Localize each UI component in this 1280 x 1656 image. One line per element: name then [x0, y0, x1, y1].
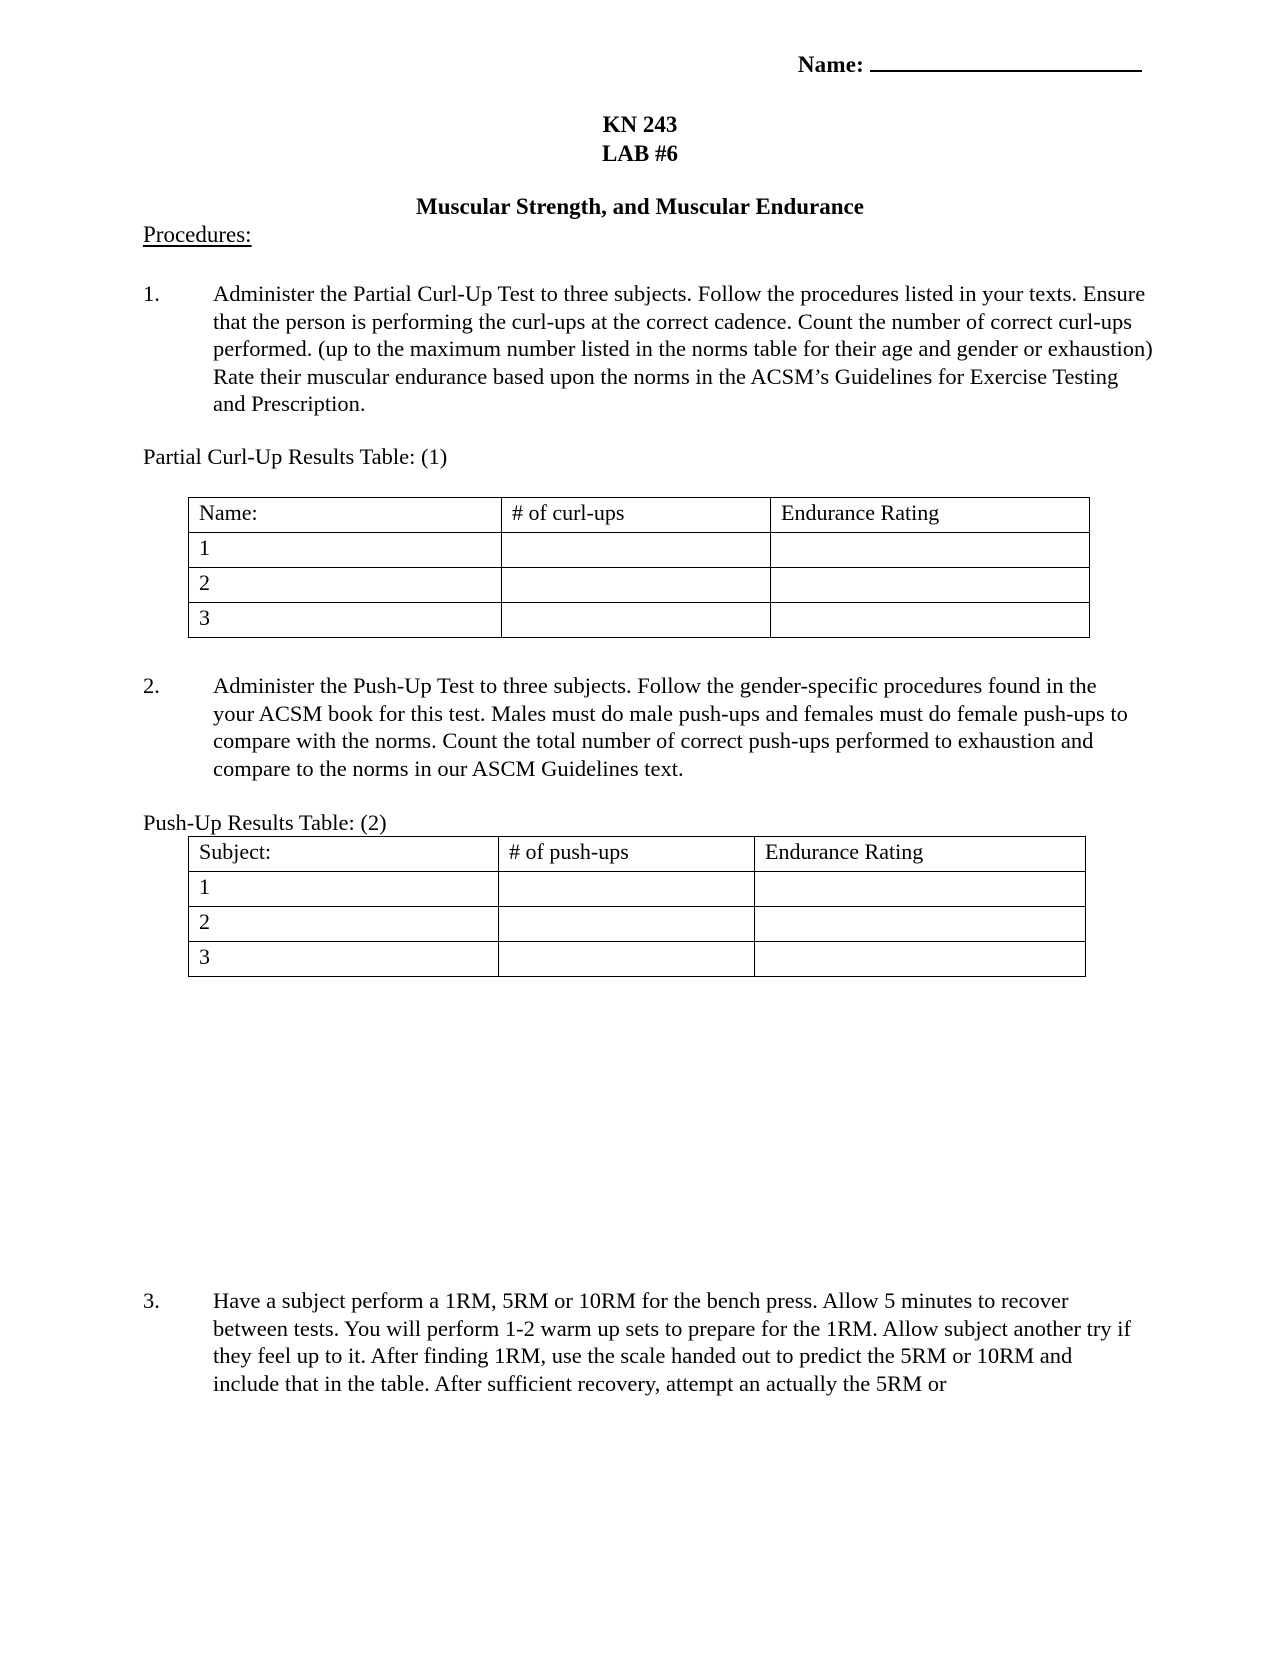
table-cell-count[interactable] — [499, 907, 755, 942]
table-header-cell: # of push-ups — [499, 837, 755, 872]
table-header-cell: Endurance Rating — [771, 498, 1090, 533]
table-header-cell: Subject: — [189, 837, 499, 872]
table-cell-rating[interactable] — [771, 568, 1090, 603]
table-cell-rating[interactable] — [771, 603, 1090, 638]
table-row — [189, 603, 1090, 638]
table-row — [189, 533, 1090, 568]
procedure-item-1 — [143, 280, 1153, 418]
name-label: Name: — [797, 52, 864, 77]
table-cell-count[interactable] — [499, 872, 755, 907]
procedures-heading: Procedures: — [143, 222, 252, 247]
procedure-item-1-number: 1. — [143, 281, 160, 306]
table-row — [189, 872, 1086, 907]
table-cell-count[interactable] — [502, 568, 771, 603]
procedure-item-2-text: Administer the Push-Up Test to three subjects. Follow the gender-specific procedures found in the your ACSM book for this test. Males must do male push-ups and females must do female push-ups to compare with the norms. Count the total number of correct push-ups performed to exhaustion and compare to the norms in our ASCM Guidelines text. — [213, 673, 1128, 781]
procedure-item-2-number: 2. — [143, 673, 160, 698]
curl-up-table-caption: Partial Curl-Up Results Table: (1) — [143, 444, 448, 469]
table-cell-subject[interactable]: 2 — [189, 568, 502, 603]
table-row — [189, 568, 1090, 603]
table-row — [189, 942, 1086, 977]
name-input-blank[interactable] — [870, 52, 1142, 72]
procedure-item-3-text: Have a subject perform a 1RM, 5RM or 10RM for the bench press. Allow 5 minutes to recover between tests. You will perform 1-2 warm up sets to prepare for the 1RM. Allow subject another try if they feel up to it. After finding 1RM, use the scale handed out to predict the 5RM or 10RM and include that in the table. After sufficient recovery, attempt an actually the 5RM or — [213, 1288, 1131, 1396]
table-cell-count[interactable] — [502, 603, 771, 638]
table-row — [189, 907, 1086, 942]
procedure-item-2 — [143, 672, 1143, 782]
table-cell-rating[interactable] — [755, 872, 1086, 907]
table-header-row — [189, 498, 1090, 533]
name-field-row — [798, 52, 1142, 78]
curl-up-results-table — [188, 497, 1090, 638]
course-header — [0, 110, 1280, 168]
lab-number: LAB #6 — [601, 141, 679, 166]
procedure-item-3 — [143, 1287, 1143, 1397]
push-up-table-caption: Push-Up Results Table: (2) — [143, 810, 387, 835]
table-cell-subject[interactable]: 1 — [189, 533, 502, 568]
procedure-item-3-number: 3. — [143, 1288, 160, 1313]
table-cell-rating[interactable] — [771, 533, 1090, 568]
table-cell-rating[interactable] — [755, 907, 1086, 942]
page-title: Muscular Strength, and Muscular Endurance — [416, 194, 864, 219]
table-header-cell: # of curl-ups — [502, 498, 771, 533]
table-cell-subject[interactable]: 3 — [189, 942, 499, 977]
table-header-cell: Endurance Rating — [755, 837, 1086, 872]
table-cell-subject[interactable]: 2 — [189, 907, 499, 942]
table-cell-subject[interactable]: 1 — [189, 872, 499, 907]
push-up-results-table — [188, 836, 1086, 977]
table-header-cell: Name: — [189, 498, 502, 533]
table-cell-subject[interactable]: 3 — [189, 603, 502, 638]
procedure-item-1-text: Administer the Partial Curl-Up Test to three subjects. Follow the procedures listed in your texts. Ensure that the person is performing the curl-ups at the correct cadence. Count the number of correct curl-ups performed. (up to the maximum number listed in the norms table for their age and gender or exhaustion) Rate their muscular endurance based upon the norms in the ACSM’s Guidelines for Exercise Testing and Prescription. — [213, 281, 1153, 416]
table-header-row — [189, 837, 1086, 872]
table-cell-count[interactable] — [502, 533, 771, 568]
course-code: KN 243 — [602, 112, 678, 137]
table-cell-count[interactable] — [499, 942, 755, 977]
table-cell-rating[interactable] — [755, 942, 1086, 977]
